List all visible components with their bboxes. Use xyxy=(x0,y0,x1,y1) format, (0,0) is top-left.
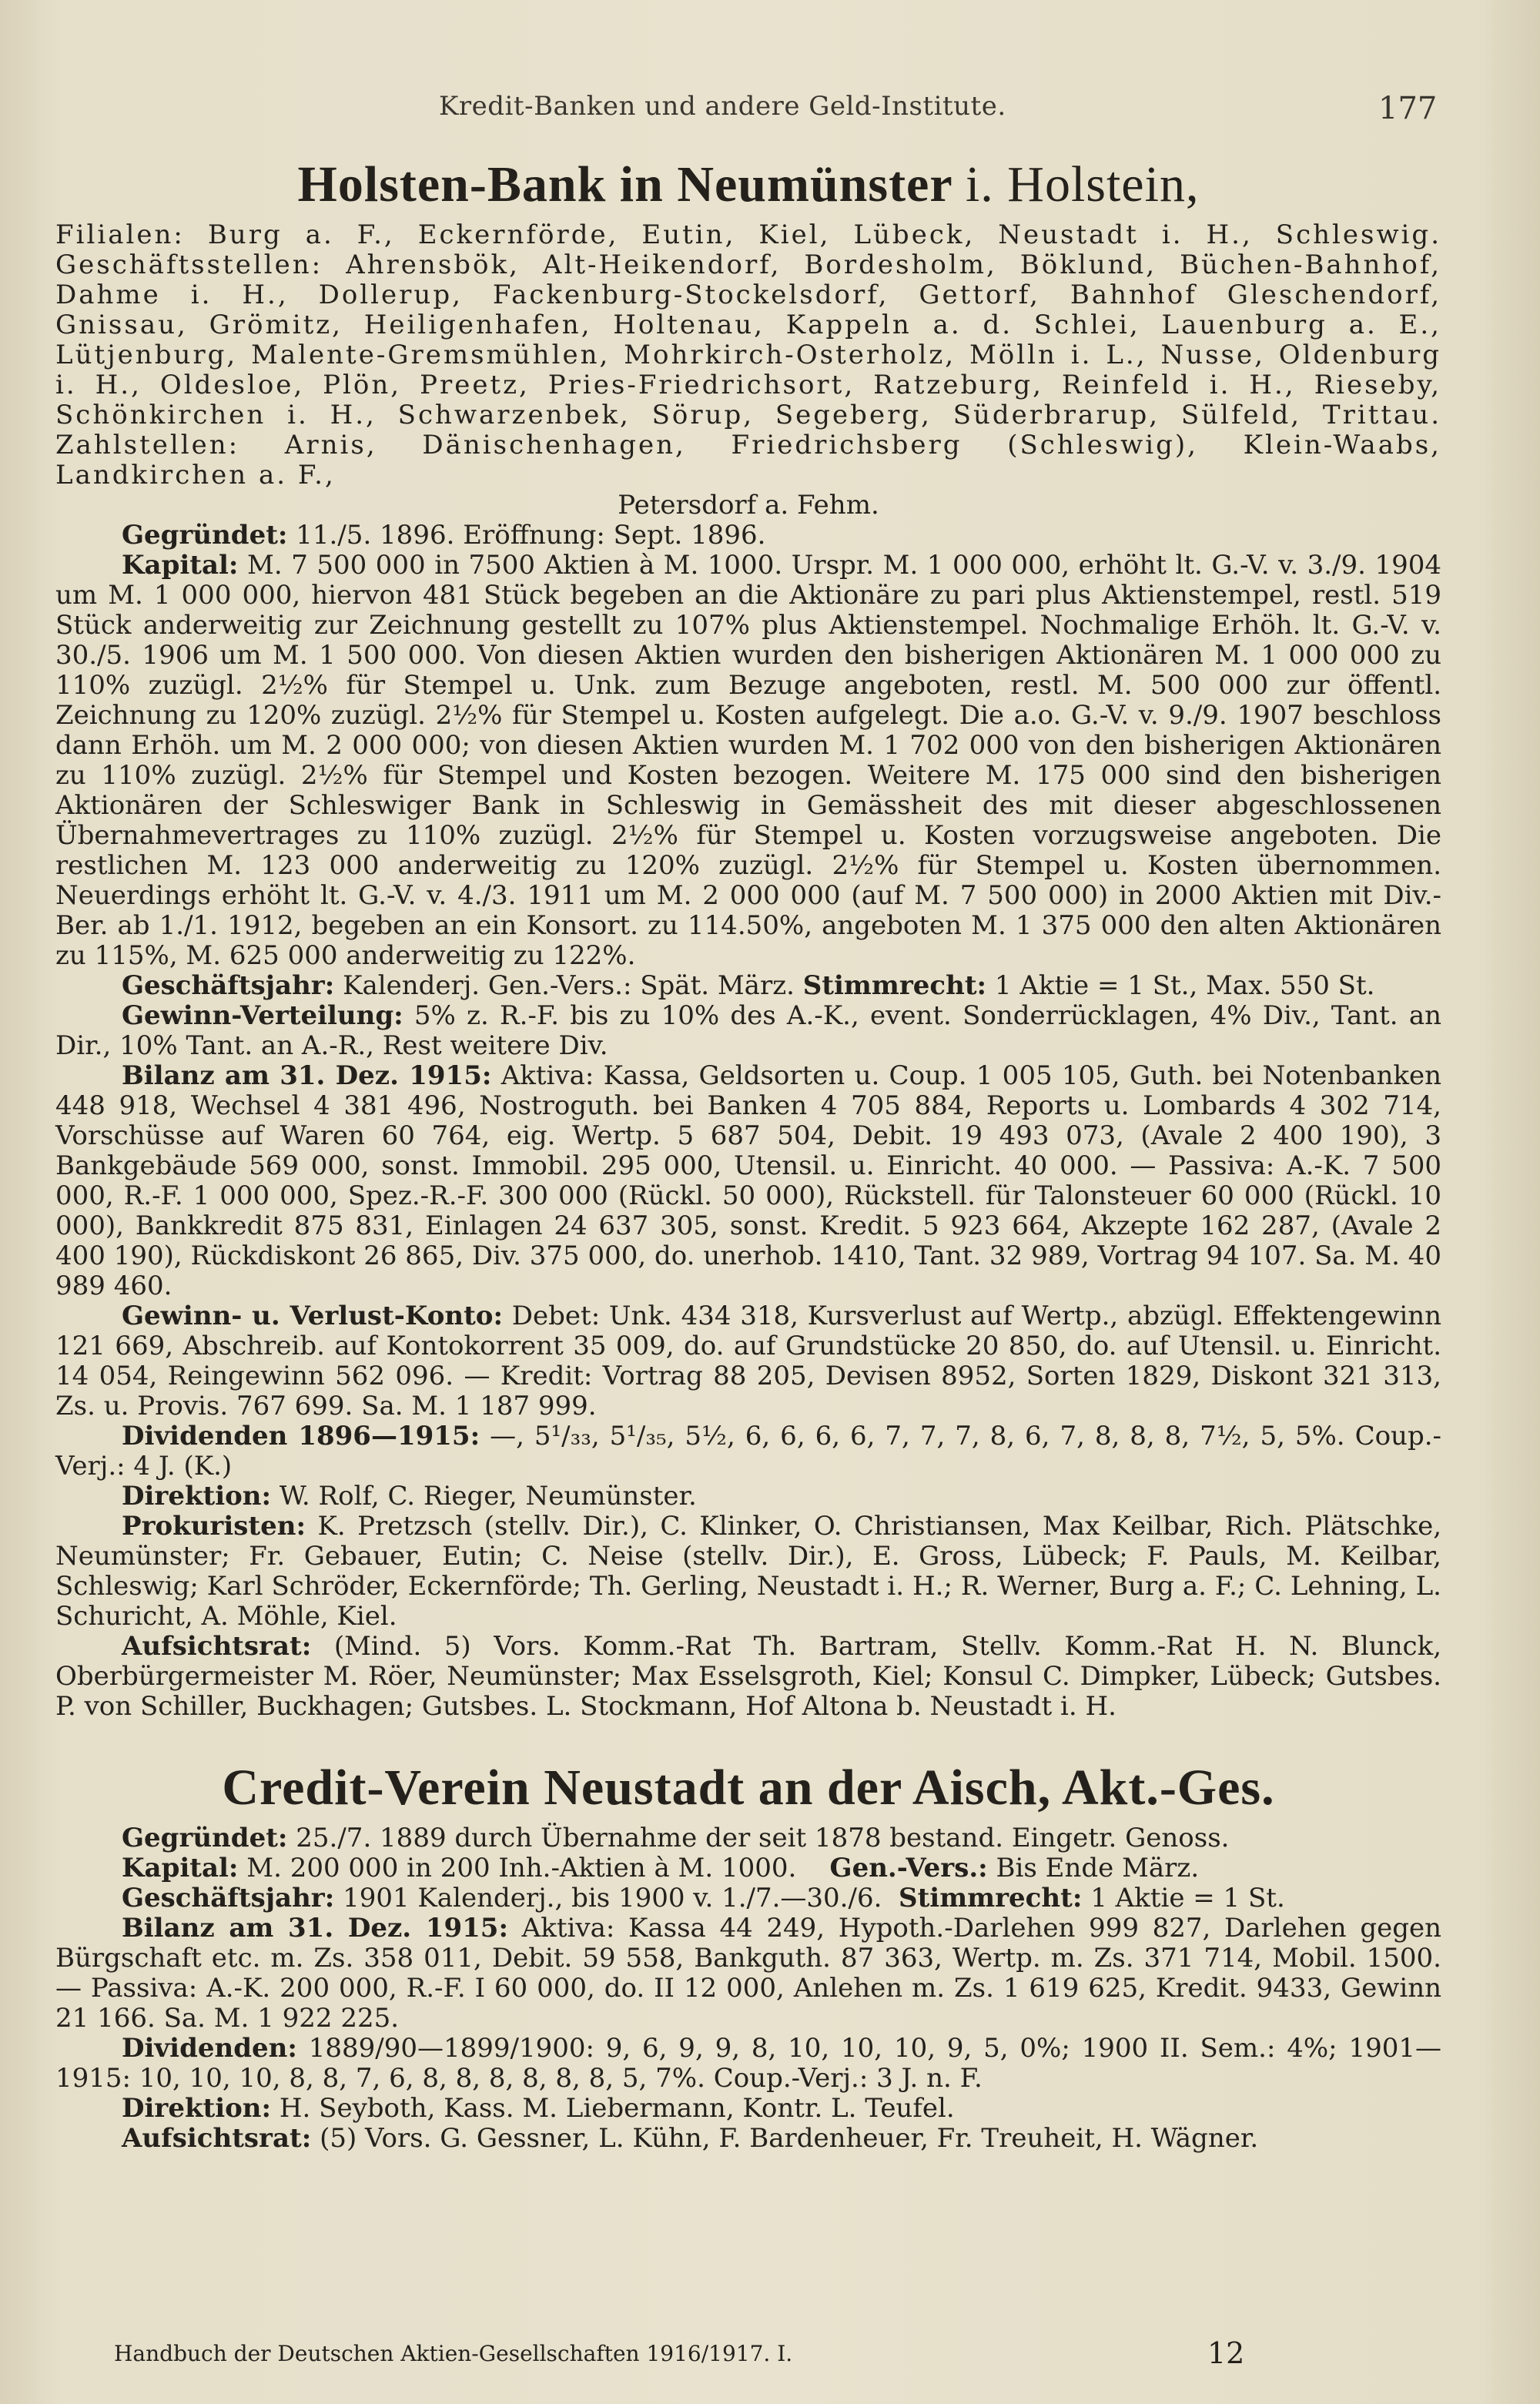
page-header xyxy=(0,91,1540,137)
founded-text: 11./5. 1896. Eröffnung: Sept. 1896. xyxy=(296,520,766,551)
proxies-text: K. Pretzsch (stellv. Dir.), C. Klinker, O. Christiansen, Max Keilbar, Rich. Plätschke, Neumünster; Fr. Gebauer, Eutin; C. Neise (stellv. Dir.), E. Gross, Lübeck; F. Pauls, M. Keilbar, Schleswig; Karl Schröder, Eckernförde; Th. Gerling, Neustadt i. H.; R. Werner, Burg a. F.; C. Lehning, L. Schuricht, A. Möhle, Kiel. xyxy=(55,1511,1441,1632)
voting-label: Stimmrecht: xyxy=(899,1883,1083,1913)
dividends-label: Dividenden: xyxy=(122,2033,297,2064)
dividends-entry xyxy=(55,2034,1441,2094)
balance-text: Aktiva: Kassa 44 249, Hypoth.-Darlehen 999 827, Darlehen gegen Bürgschaft etc. m. Zs. 358 011, Debit. 59 558, Bankguth. 87 363, Wertp. m. Zs. 371 714, Mobil. 1500. — Passiva: A.-K. 200 000, R.-F. I 60 000, do. II 12 000, Anlehen m. Zs. 1 619 625, Kredit. 9433, Gewinn 21 166. Sa. M. 1 922 225. xyxy=(55,1913,1442,2034)
general-meeting-text: Bis Ende März. xyxy=(996,1853,1200,1883)
supervisory-board-label: Aufsichtsrat: xyxy=(122,1631,312,1662)
section-holsten-bank xyxy=(55,154,1441,1722)
branches-paragraph: Filialen: Burg a. F., Eckernförde, Eutin, Kiel, Lübeck, Neustadt i. H., Schleswig. Geschäftsstellen: Ahrensbök, Alt-Heikendorf, Bordesholm, Böklund, Büchen-Bahnhof, Dahme i. H., Dollerup, Fackenburg-Stockelsdorf, Gettorf, Bahnhof Gleschendorf, Gnissau, Grömitz, Heiligenhafen, Holtenau, Kappeln a. d. Schlei, Lauenburg a. E., Lütjenburg, Malente-Gremsmühlen, Mohrkirch-Osterholz, Mölln i. L., Nusse, Oldenburg i. H., Oldesloe, Plön, Preetz, Pries-Friedrichsort, Ratzeburg, Reinfeld i. H., Rieseby, Schönkirchen i. H., Schwarzenbek, Sörup, Segeberg, Süderbrarup, Sülfeld, Trittau. Zahlstellen: Arnis, Dänischenhagen, Friedrichsberg (Schleswig), Klein-Waabs, Landkirchen a. F., xyxy=(55,219,1441,491)
profit-loss-text: Debet: Unk. 434 318, Kursverlust auf Wertp., abzügl. Effektengewinn 121 669, Abschreib. auf Kontokorrent 35 009, do. auf Grundstücke 20 850, do. auf Utensil. u. Einricht. 14 054, Reingewinn 562 096. — Kredit: Vortrag 88 205, Devisen 8952, Sorten 1829, Diskont 321 313, Zs. u. Provis. 767 699. Sa. M. 1 187 999. xyxy=(55,1301,1442,1421)
management-label: Direktion: xyxy=(122,2093,272,2124)
supervisory-board-text: (Mind. 5) Vors. Komm.-Rat Th. Bartram, Stellv. Komm.-Rat H. N. Blunck, Oberbürgermeister M. Röer, Neumünster; Max Esselsgroth, Kiel; Konsul C. Dimpker, Lübeck; Gutsbes. P. von Schiller, Buckhagen; Gutsbes. L. Stockmann, Hof Altona b. Neustadt i. H. xyxy=(55,1631,1442,1722)
section-credit-verein xyxy=(55,1757,1441,2154)
section-title-main: Holsten-Bank in Neumünster xyxy=(297,156,952,213)
page-content xyxy=(55,154,1441,2154)
capital-entry xyxy=(55,1853,1441,1883)
balance-label: Bilanz am 31. Dez. 1915: xyxy=(122,1913,508,1944)
profit-loss-label: Gewinn- u. Verlust-Konto: xyxy=(122,1301,504,1331)
section-title-suffix: i. Holstein, xyxy=(965,156,1200,213)
supervisory-board-entry xyxy=(55,1632,1441,1722)
proxies-label: Prokuristen: xyxy=(122,1511,306,1542)
supervisory-board-label: Aufsichtsrat: xyxy=(122,2123,312,2154)
running-title: Kredit-Banken und andere Geld-Institute. xyxy=(439,91,1006,122)
page-footer xyxy=(0,2336,1540,2379)
profit-distribution-label: Gewinn-Verteilung: xyxy=(122,1000,403,1031)
page-number: 177 xyxy=(1378,91,1438,126)
founded-text: 25./7. 1889 durch Übernahme der seit 1878 bestand. Eingetr. Genoss. xyxy=(296,1823,1230,1853)
profit-distribution-text: 5% z. R.-F. bis zu 10% des A.-K., event. Sonderrücklagen, 4% Div., Tant. an Dir., 10% Tant. an A.-R., Rest weitere Div. xyxy=(55,1000,1441,1061)
supervisory-board-entry xyxy=(55,2124,1441,2154)
footer-signature: 12 xyxy=(1207,2336,1245,2370)
section-title xyxy=(55,154,1441,216)
supervisory-board-text: (5) Vors. G. Gessner, L. Kühn, F. Bardenheuer, Fr. Treuheit, H. Wägner. xyxy=(320,2123,1259,2154)
section-title: Credit-Verein Neustadt an der Aisch, Akt.-Ges. xyxy=(222,1759,1275,1816)
fiscal-year-text: Kalenderj. Gen.-Vers.: Spät. März. xyxy=(343,970,795,1001)
proxies-entry xyxy=(55,1512,1441,1632)
fiscal-year-label: Geschäftsjahr: xyxy=(122,1883,335,1913)
general-meeting-label: Gen.-Vers.: xyxy=(829,1853,988,1883)
footer-source: Handbuch der Deutschen Aktien-Gesellschaften 1916/1917. I. xyxy=(114,2341,793,2366)
dividends-entry xyxy=(55,1421,1441,1482)
voting-text: 1 Aktie = 1 St. xyxy=(1090,1883,1285,1913)
management-entry xyxy=(55,2094,1441,2124)
dividends-label: Dividenden 1896—1915: xyxy=(122,1421,480,1451)
balance-label: Bilanz am 31. Dez. 1915: xyxy=(122,1060,492,1091)
balance-entry xyxy=(55,1913,1441,2034)
founded-entry xyxy=(55,1823,1441,1853)
fiscal-year-text: 1901 Kalenderj., bis 1900 v. 1./7.—30./6. xyxy=(343,1883,882,1913)
management-entry xyxy=(55,1482,1441,1512)
balance-entry xyxy=(55,1061,1441,1301)
capital-label: Kapital: xyxy=(122,1853,239,1883)
dividends-text: —, 5¹/₃₃, 5¹/₃₅, 5½, 6, 6, 6, 6, 7, 7, 7, 8, 6, 7, 8, 8, 8, 7½, 5, 5%. Coup.-Verj.: 4 J. (K.) xyxy=(55,1421,1442,1482)
voting-label: Stimmrecht: xyxy=(802,970,987,1001)
capital-label: Kapital: xyxy=(122,550,239,581)
capital-text: M. 7 500 000 in 7500 Aktien à M. 1000. Urspr. M. 1 000 000, erhöht lt. G.-V. v. 3./9. 1904 um M. 1 000 000, hiervon 481 Stück begeben an die Aktionäre zu pari plus Aktienstempel, restl. 519 Stück anderweitig zur Zeichnung gestellt zu 107% plus Aktienstempel. Nochmalige Erhöh. lt. G.-V. v. 30./5. 1906 um M. 1 500 000. Von diesen Aktien wurden den bisherigen Aktionären M. 1 000 000 zu 110% zuzügl. 2½% für Stempel u. Unk. zum Bezuge angeboten, restl. M. 500 000 zur öffentl. Zeichnung zu 120% zuzügl. 2½% für Stempel u. Kosten aufgelegt. Die a.o. G.-V. v. 9./9. 1907 beschloss dann Erhöh. um M. 2 000 000; von diesen Aktien wurden M. 1 702 000 von den bisherigen Aktionären zu 110% zuzügl. 2½% für Stempel und Kosten bezogen. Weitere M. 175 000 sind den bisherigen Aktionären der Schleswiger Bank in Schleswig in Gemässheit des mit dieser abgeschlossenen Übernahmevertrages zu 110% zuzügl. 2½% für Stempel u. Kosten vorzugsweise angeboten. Die restlichen M. 123 000 anderweitig zu 120% zuzügl. 2½% für Stempel u. Kosten übernommen. Neuerdings erhöht lt. G.-V. v. 4./3. 1911 um M. 2 000 000 (auf M. 7 500 000) in 2000 Aktien mit Div.-Ber. ab 1./1. 1912, begeben an ein Konsort. zu 114.50%, angeboten M. 1 375 000 den alten Aktionären zu 115%, M. 625 000 anderweitig zu 122%. xyxy=(55,550,1441,971)
fiscal-year-label: Geschäftsjahr: xyxy=(122,970,335,1001)
profit-distribution-entry xyxy=(55,1001,1441,1061)
capital-text: M. 200 000 in 200 Inh.-Aktien à M. 1000. xyxy=(246,1853,797,1883)
branches-last-line: Petersdorf a. Fehm. xyxy=(618,490,879,521)
founded-label: Gegründet: xyxy=(122,1823,288,1853)
founded-label: Gegründet: xyxy=(122,520,288,551)
management-label: Direktion: xyxy=(122,1481,272,1512)
capital-entry xyxy=(55,551,1441,971)
voting-text: 1 Aktie = 1 St., Max. 550 St. xyxy=(994,970,1375,1001)
balance-text: Aktiva: Kassa, Geldsorten u. Coup. 1 005 105, Guth. bei Notenbanken 448 918, Wechsel 4 381 496, Nostroguth. bei Banken 4 705 884, Reports u. Lombards 4 302 714, Vorschüsse auf Waren 60 764, eig. Wertp. 5 687 504, Debit. 19 493 073, (Avale 2 400 190), 3 Bankgebäude 569 000, sonst. Immobil. 295 000, Utensil. u. Einricht. 40 000. — Passiva: A.-K. 7 500 000, R.-F. 1 000 000, Spez.-R.-F. 300 000 (Rückl. 50 000), Rückstell. für Talonsteuer 60 000 (Rückl. 10 000), Bankkredit 875 831, Einlagen 24 637 305, sonst. Kredit. 5 923 664, Akzepte 162 287, (Avale 2 400 190), Rückdiskont 26 865, Div. 375 000, do. unerhob. 1410, Tant. 32 989, Vortrag 94 107. Sa. M. 40 989 460. xyxy=(55,1060,1442,1301)
founded-entry xyxy=(55,521,1441,551)
fiscal-year-entry xyxy=(55,971,1441,1001)
management-text: W. Rolf, C. Rieger, Neumünster. xyxy=(279,1481,697,1512)
fiscal-year-entry xyxy=(55,1883,1441,1913)
dividends-text: 1889/90—1899/1900: 9, 6, 9, 9, 8, 10, 10, 10, 9, 5, 0%; 1900 II. Sem.: 4%; 1901—1915: 10, 10, 10, 8, 8, 7, 6, 8, 8, 8, 8, 8, 8, 5, 7%. Coup.-Verj.: 3 J. n. F. xyxy=(55,2033,1441,2094)
profit-loss-entry xyxy=(55,1301,1441,1421)
management-text: H. Seyboth, Kass. M. Liebermann, Kontr. L. Teufel. xyxy=(279,2093,955,2124)
